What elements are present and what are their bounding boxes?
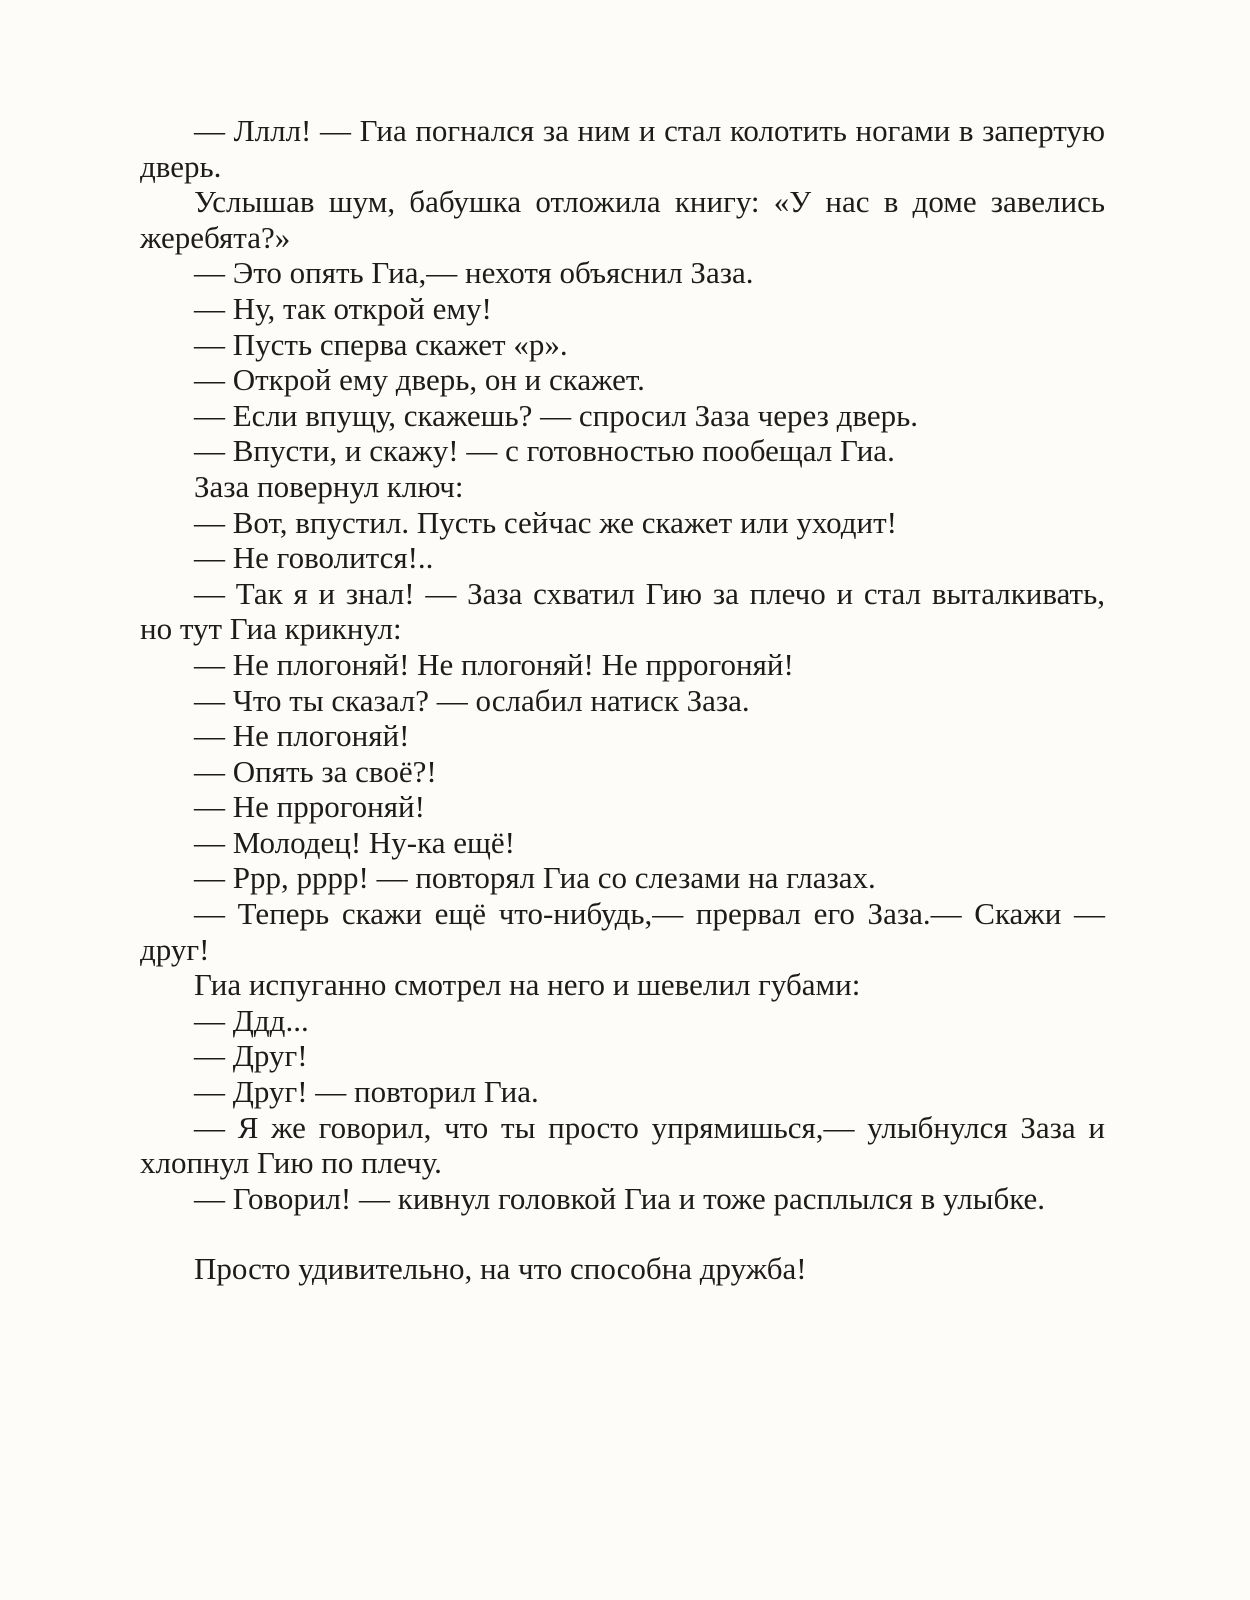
paragraph: — Вот, впустил. Пусть сейчас же скажет или уходит! (194, 504, 898, 540)
paragraph: — Не плогоняй! Не плогоняй! Не пррогоняй! (194, 646, 794, 682)
paragraph: Услышав шум, бабушка отложила книгу: «У нас в доме завелись жеребята?» (140, 184, 1105, 255)
paragraph: — Ну, так открой ему! (194, 290, 492, 326)
closing-line: Просто удивительно, на что способна дружба! (194, 1251, 807, 1287)
paragraph: Заза повернул ключ: (194, 468, 464, 504)
paragraph: — Молодец! Ну-ка ещё! (194, 824, 515, 860)
paragraph: — Что ты сказал? — ослабил натиск Заза. (194, 682, 750, 718)
paragraph: — Опять за своё?! (194, 753, 437, 789)
paragraph: — Это опять Гиа,— нехотя объяснил Заза. (194, 255, 754, 291)
page-text (140, 113, 1105, 1287)
paragraph: — Друг! — повторил Гиа. (194, 1074, 539, 1110)
paragraph: — Не пррогоняй! (194, 789, 425, 825)
paragraph: — Так я и знал! — Заза схватил Гию за плечо и стал выталкивать, но тут Гиа крикнул: (140, 575, 1105, 647)
paragraph: — Пусть сперва скажет «р». (194, 326, 568, 362)
paragraph: — Ррр, рррр! — повторял Гиа со слезами на глазах. (194, 860, 876, 896)
paragraph: — Говорил! — кивнул головкой Гиа и тоже расплылся в улыбке. (194, 1180, 1046, 1216)
paragraph: — Лллл! — Гиа погнался за ним и стал колотить ногами в запертую дверь. (140, 113, 1105, 184)
section-gap (140, 1216, 1105, 1251)
paragraph: — Открой ему дверь, он и скажет. (194, 362, 645, 398)
paragraph: — Не говолится!.. (194, 540, 434, 576)
paragraph: Гиа испуганно смотрел на него и шевелил губами: (194, 967, 861, 1003)
paragraph: — Не плогоняй! (194, 718, 410, 754)
paragraph: — Теперь скажи ещё что-нибудь,— прервал его Заза.— Скажи — друг! (140, 896, 1105, 967)
paragraph: — Если впущу, скажешь? — спросил Заза через дверь. (194, 397, 918, 433)
paragraph: — Я же говорил, что ты просто упрямишься,— улыбнулся Заза и хлопнул Гию по плечу. (140, 1109, 1105, 1181)
paragraph: — Друг! (194, 1038, 308, 1074)
paragraph: — Ддд... (194, 1002, 309, 1038)
paragraph: — Впусти, и скажу! — с готовностью пообещал Гиа. (194, 433, 895, 469)
